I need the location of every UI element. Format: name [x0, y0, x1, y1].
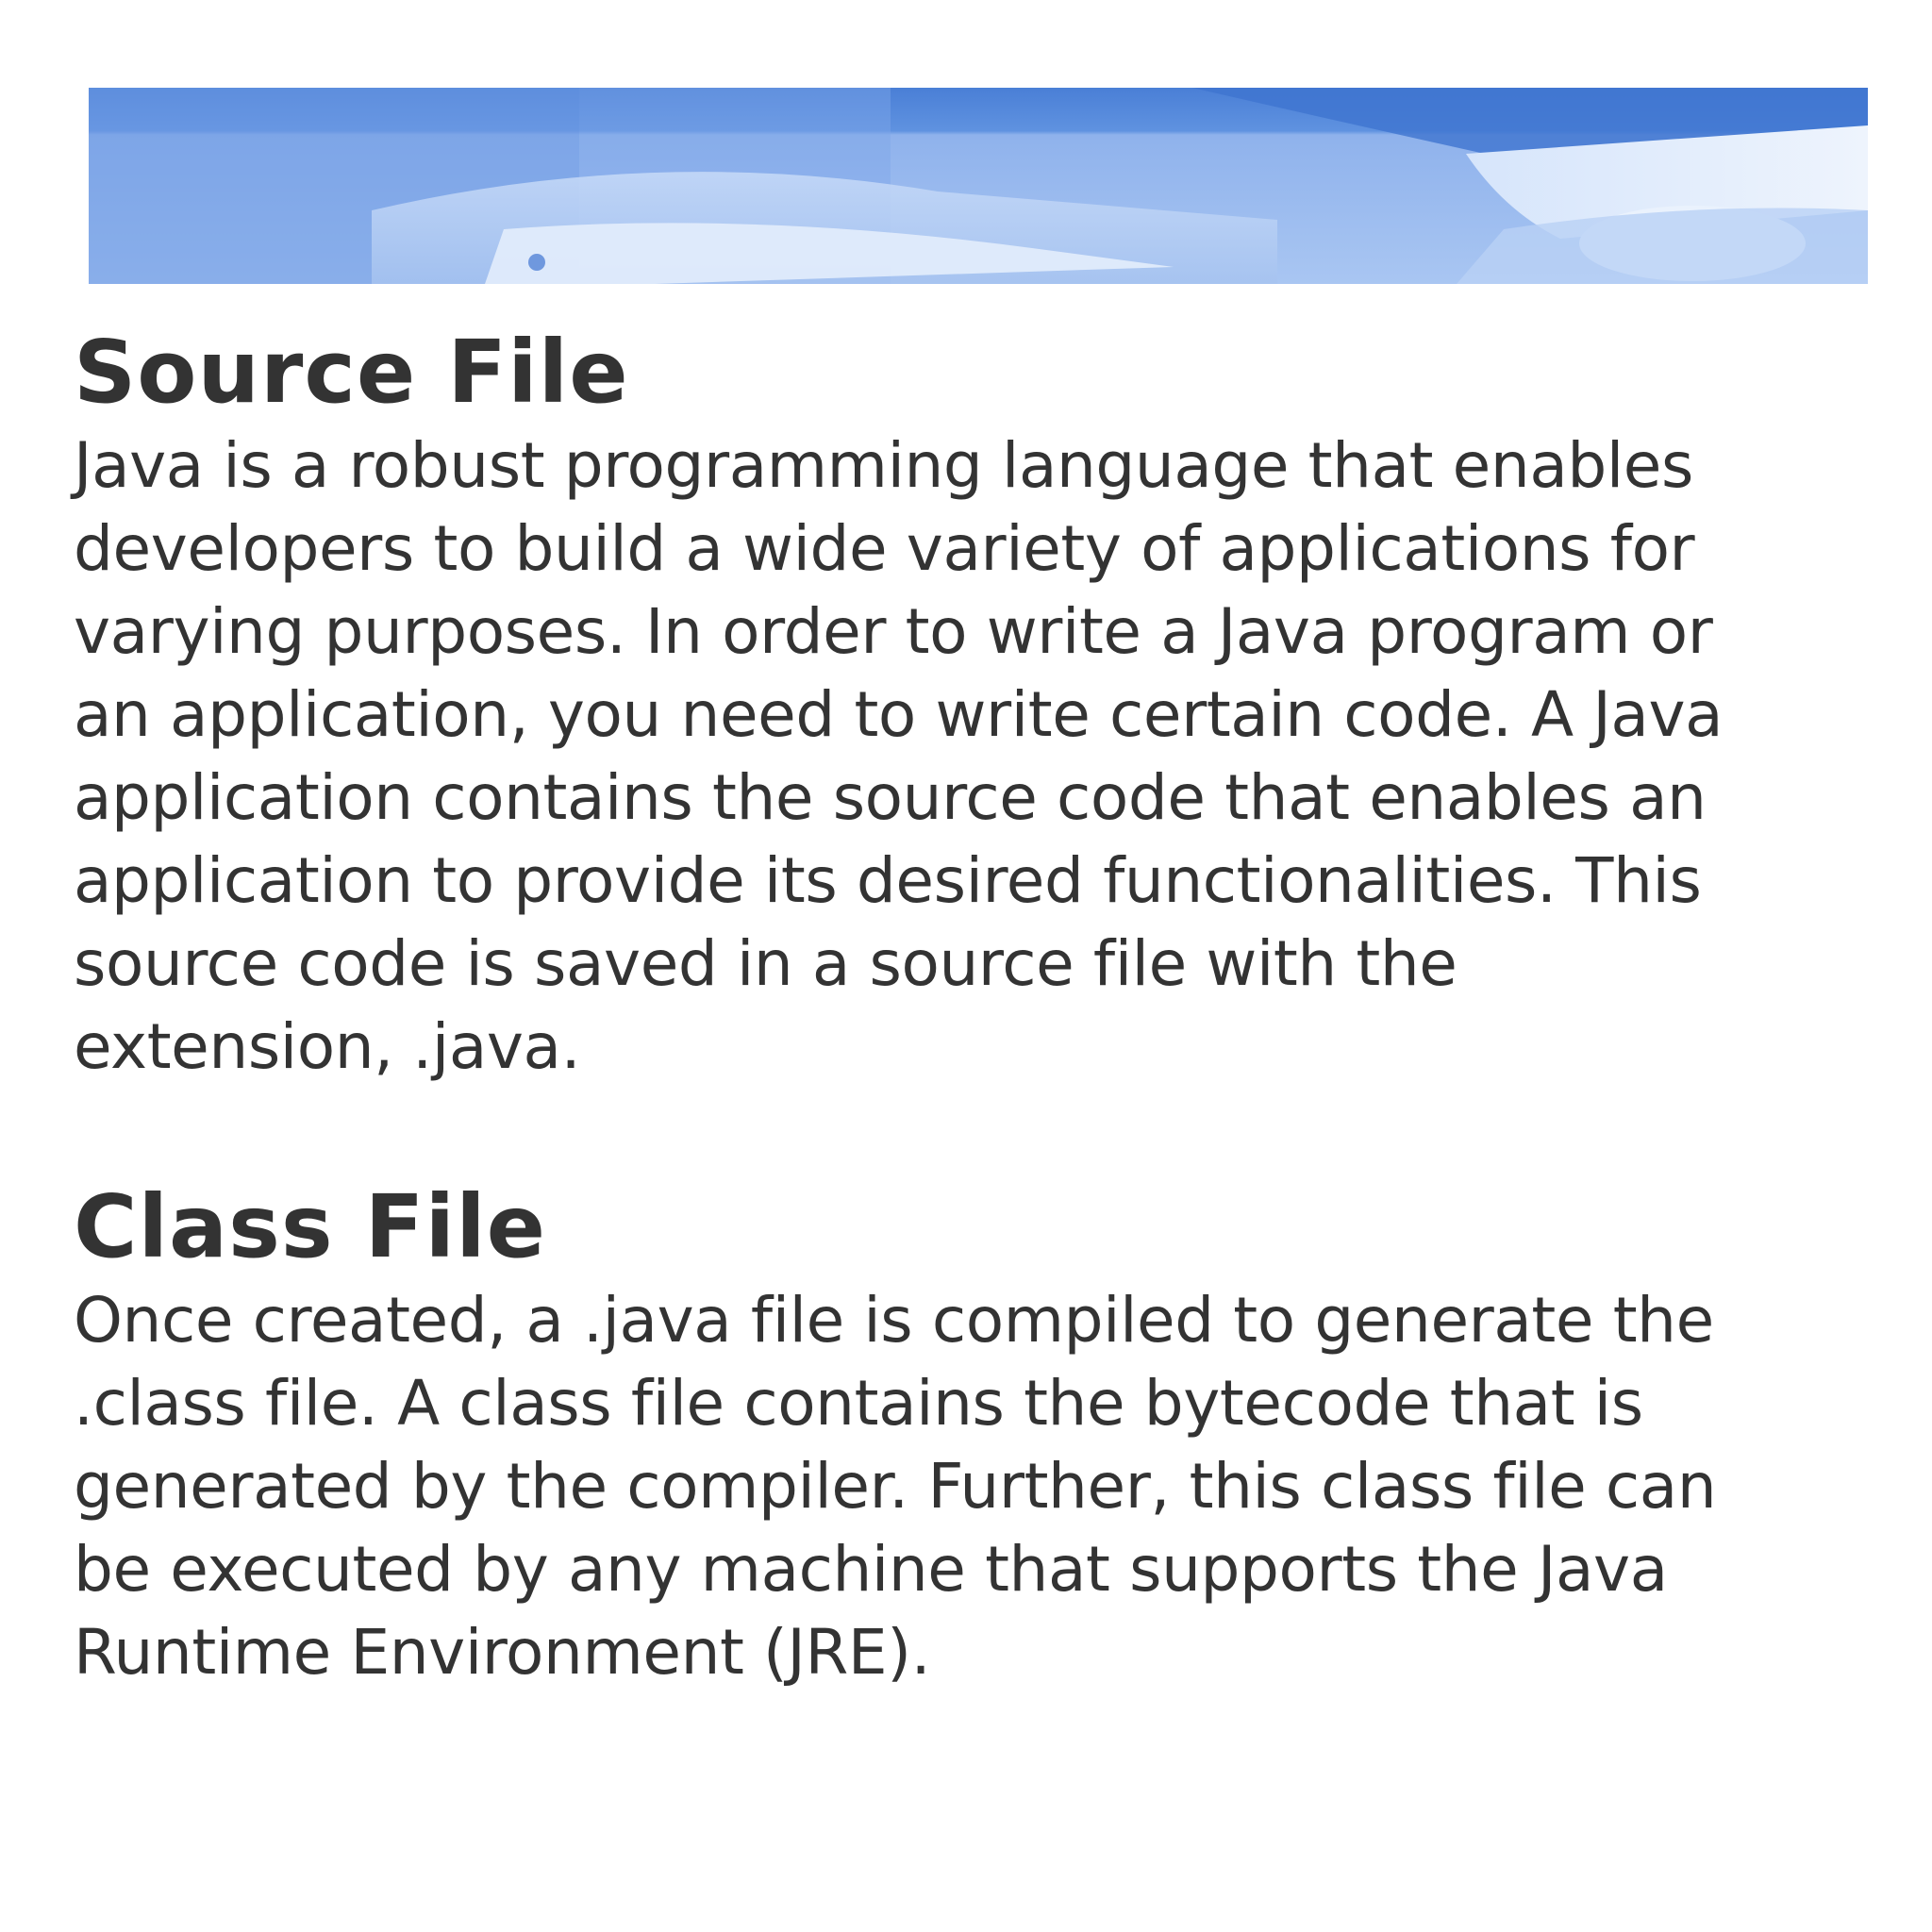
text-line: generated by the compiler. Further, this class file can — [74, 1450, 1717, 1523]
section-class-file — [74, 1175, 1866, 1694]
heading-class-file: Class File — [74, 1176, 546, 1277]
text-line: an application, you need to write certain code. A Java — [74, 678, 1724, 751]
text-line: developers to build a wide variety of applications for — [74, 512, 1695, 585]
paragraph-class-file — [74, 1279, 1866, 1694]
paragraph-source-file — [74, 425, 1866, 1089]
text-line: varying purposes. In order to write a Java program or — [74, 595, 1713, 668]
computer-desk-illustration — [89, 88, 1868, 284]
text-line: Once created, a .java file is compiled to generate the — [74, 1284, 1714, 1357]
text-line: application to provide its desired functionalities. This — [74, 844, 1702, 917]
section-source-file — [74, 321, 1866, 1089]
header-banner-image — [89, 88, 1868, 284]
heading-source-file: Source File — [74, 322, 629, 423]
text-line: .class file. A class file contains the bytecode that is — [74, 1367, 1643, 1440]
text-line: be executed by any machine that supports the Java — [74, 1533, 1668, 1606]
text-line: source code is saved in a source file with the — [74, 927, 1457, 1000]
text-line: Java is a robust programming language that enables — [74, 429, 1693, 502]
text-line: extension, .java. — [74, 1010, 581, 1083]
text-line: application contains the source code that enables an — [74, 761, 1707, 834]
text-line: Runtime Environment (JRE). — [74, 1616, 931, 1689]
document-content — [74, 321, 1866, 1694]
